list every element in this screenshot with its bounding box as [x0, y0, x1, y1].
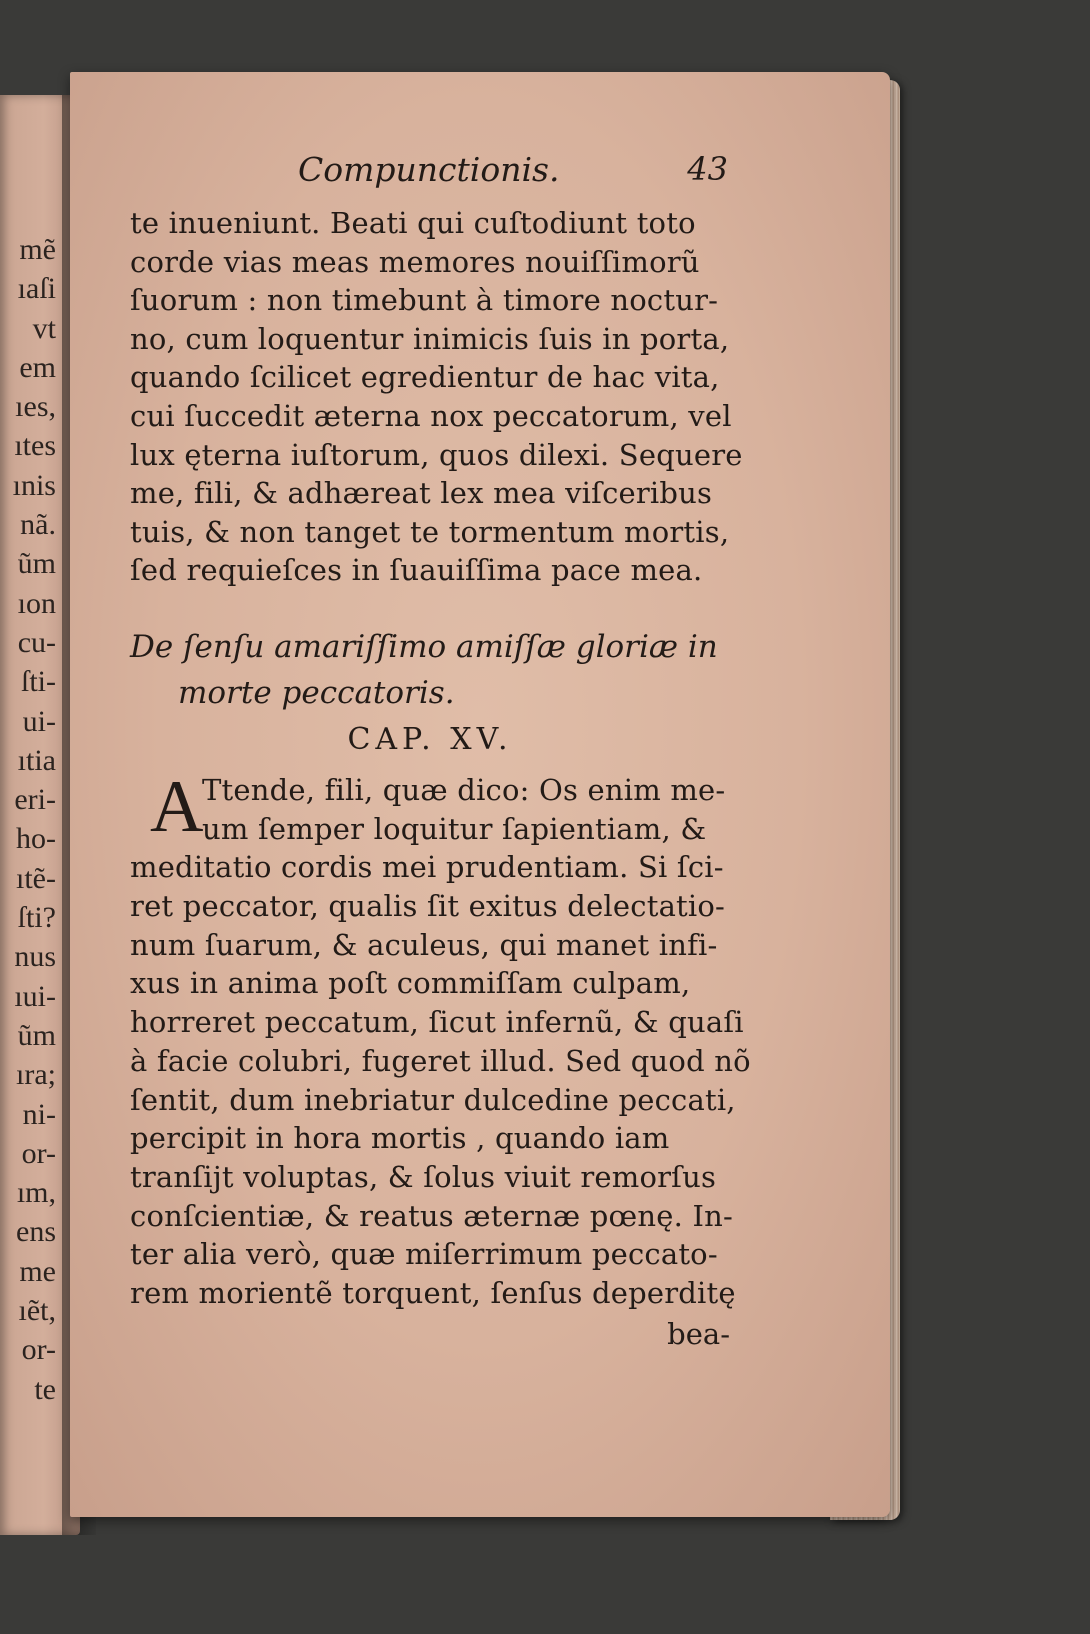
text-line: no, cum loquentur inimicis ſuis in porta,	[130, 321, 730, 356]
text-line: ſed requieſces in ſuauiſſima pace mea.	[130, 553, 703, 588]
text-line: à facie colubri, fugeret illud. Sed quod nõ	[130, 1043, 751, 1078]
left-page-text-fragments	[0, 230, 56, 1409]
text-line: te inueniunt. Beati qui cuſtodiunt toto	[130, 206, 696, 240]
text-line: me, fili, & adhæreat lex mea viſceribus	[130, 476, 713, 511]
left-page-fragment: ıtes	[14, 429, 56, 463]
text-line: ſuorum : non timebunt à timore noctur-	[130, 283, 719, 318]
left-page-fragment: ıtia	[17, 743, 56, 777]
left-page-fragment: nus	[14, 940, 56, 974]
left-page-fragment: ıtẽ-	[16, 861, 56, 895]
left-page-fragment: ſti?	[17, 901, 56, 935]
drop-cap: A	[150, 765, 204, 848]
text-line: horreret peccatum, ſicut infernũ, & quaſi	[130, 1005, 744, 1040]
left-page-fragment: ſti-	[21, 665, 56, 699]
left-page-fragment: ui-	[22, 704, 56, 738]
text-line: num ſuarum, & aculeus, qui manet infi-	[130, 927, 718, 962]
text-line: ſentit, dum inebriatur dulcedine peccati,	[130, 1082, 736, 1117]
text-line: cui ſuccedit æterna nox peccatorum, vel	[130, 398, 732, 433]
text-line: quando ſcilicet egredientur de hac vita,	[130, 360, 720, 395]
left-page-fragment: ũm	[17, 547, 56, 581]
left-page-fragment: ho-	[16, 822, 56, 856]
left-page-fragment: nã.	[20, 508, 56, 542]
left-page-fragment: ıẽt,	[18, 1294, 56, 1328]
page-content	[130, 150, 751, 1353]
text-line: tuis, & non tanget te tormentum mortis,	[130, 514, 730, 549]
left-page-fragment: te	[34, 1372, 56, 1406]
left-page-fragment: ıes,	[15, 390, 56, 424]
left-page-fragment: me	[19, 1254, 56, 1288]
text-line: meditatio cordis mei prudentiam. Si ſci-	[130, 850, 724, 885]
left-page-fragment: vt	[32, 311, 56, 345]
left-page-fragment: cu-	[17, 625, 56, 659]
section-heading-line-2: morte peccatoris.	[178, 674, 455, 711]
paragraph-1	[130, 204, 743, 590]
left-page-fragment: mẽ	[19, 233, 56, 266]
left-page-fragment: ınis	[12, 468, 56, 502]
left-page-fragment: ni-	[22, 1097, 56, 1131]
page-number: 43	[687, 150, 728, 188]
text-line: um ſemper loquitur ſapientiam, &	[202, 811, 707, 846]
text-line: ret peccator, qualis ſit exitus delectatio-	[130, 889, 726, 924]
text-line: corde vias meas memores nouiſſimorũ	[130, 244, 700, 279]
text-line: percipit in hora mortis , quando iam	[130, 1121, 670, 1156]
paragraph-2	[130, 765, 751, 1313]
left-page-fragment: ım,	[16, 1176, 56, 1210]
left-page-fragment: ens	[16, 1215, 56, 1249]
left-page-fragment: ũm	[17, 1018, 56, 1052]
text-line: rem morientẽ torquent, ſenſus deperditę	[130, 1276, 736, 1311]
left-page-fragment: ıra;	[16, 1058, 56, 1092]
text-line: tranſijt voluptas, & ſolus viuit remorſus	[130, 1159, 717, 1194]
text-line: conſcientiæ, & reatus æternæ pœnę. In-	[130, 1198, 734, 1233]
section-heading-line-1: De ſenſu amariſſimo amiſſæ gloriæ in	[130, 628, 718, 665]
left-page-fragment: ıon	[17, 586, 56, 620]
text-line: ter alia verò, quæ miſerrimum peccato-	[130, 1237, 718, 1272]
left-page-fragment: ıaſi	[17, 272, 56, 306]
text-line: lux ęterna iuſtorum, quos dilexi. Sequere	[130, 437, 743, 472]
text-line: Ttende, fili, quæ dico: Os enim me-	[202, 772, 726, 807]
section-heading	[130, 624, 730, 716]
page-header	[130, 150, 730, 196]
text-line: xus in anima poſt commiſſam culpam,	[130, 966, 691, 1001]
running-head: Compunctionis.	[298, 150, 560, 189]
left-page-fragment: or-	[21, 1136, 56, 1170]
left-page-fragment: or-	[21, 1333, 56, 1367]
catchword: bea-	[667, 1316, 730, 1351]
chapter-label: CAP. XV.	[347, 721, 513, 757]
left-page-fragment: eri-	[14, 783, 56, 817]
left-page-fragment: em	[19, 350, 56, 384]
left-page-fragment: ıui-	[14, 979, 56, 1013]
